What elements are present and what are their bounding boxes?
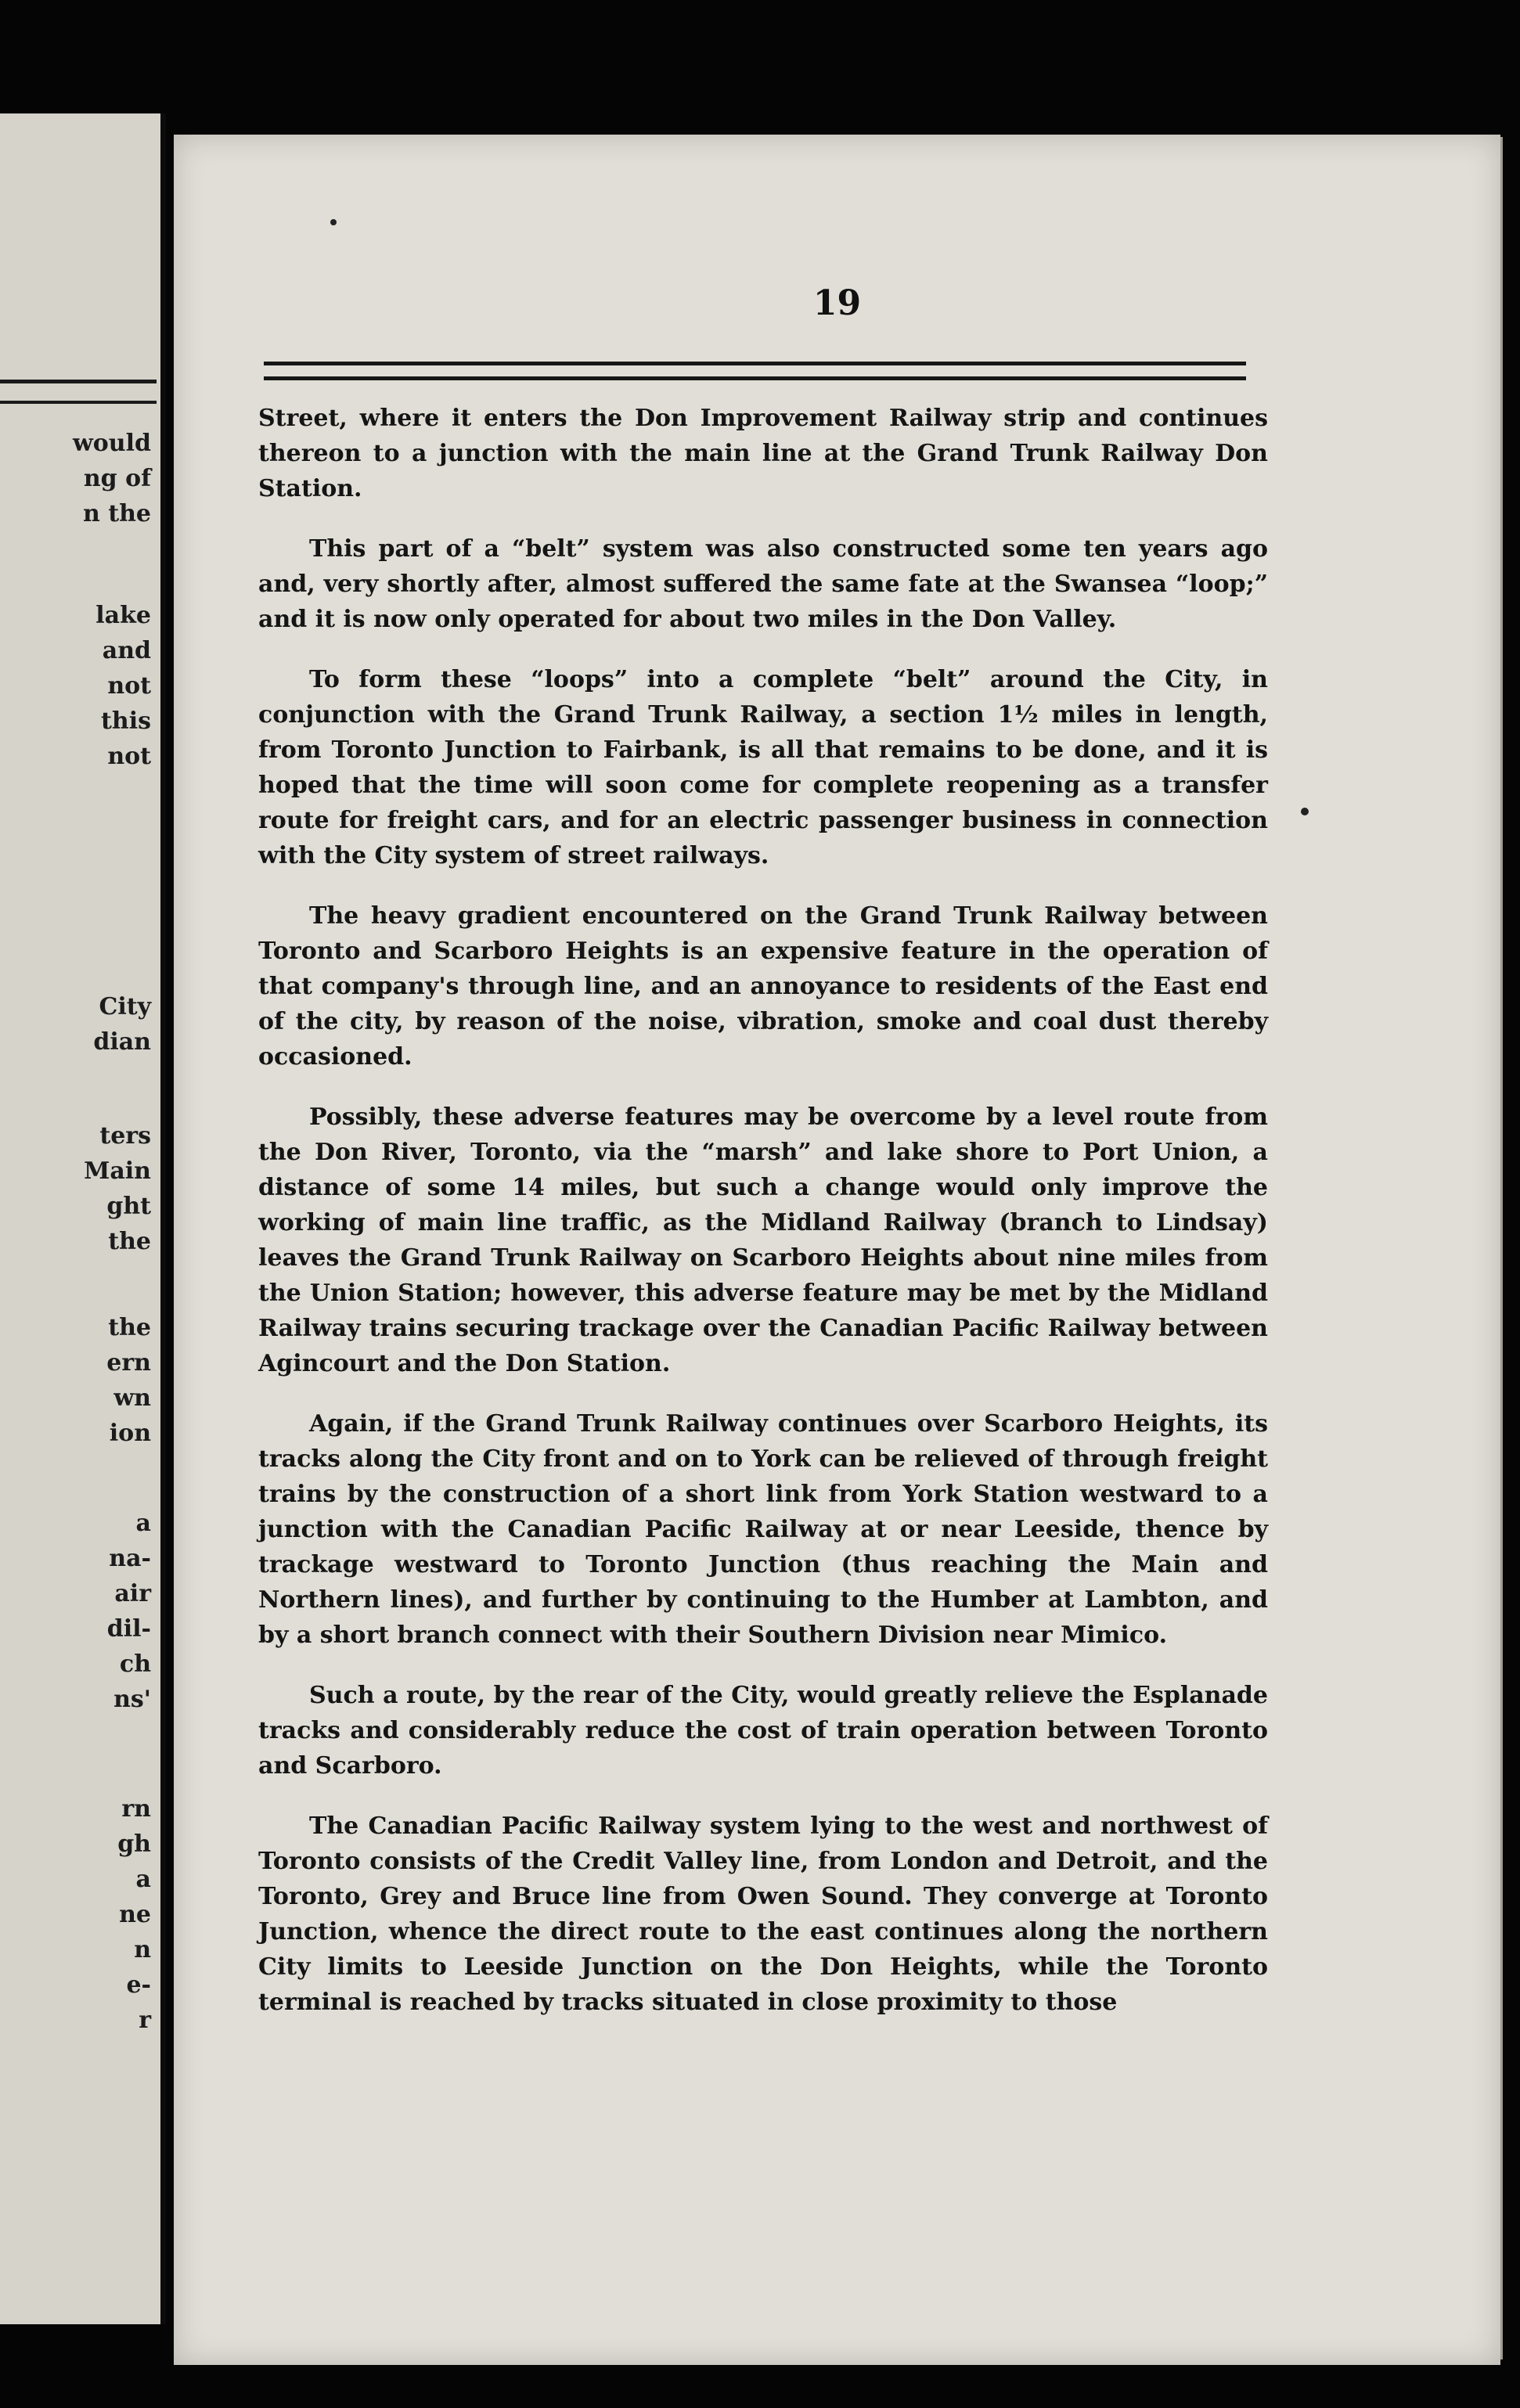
left-fragment: na- <box>109 1545 151 1572</box>
left-fragment: and <box>102 637 151 664</box>
paragraph: To form these “loops” into a complete “belt” around the City, in conjunction with the Grand Trunk Railway, a section 1½ miles in length, from Toronto Junction to Fairbank, is all that remains to be done, and it is hoped that the time will soon come for complete reopening as a transfer route for freight cars, and for an electric passenger business in connection with the City system of street railways. <box>258 666 1268 869</box>
left-fragment: the <box>108 1314 151 1341</box>
left-fragment: would <box>72 430 151 457</box>
left-fragment: the <box>108 1228 151 1255</box>
scan-speck <box>330 219 337 225</box>
left-fragment: Main <box>84 1157 151 1185</box>
previous-page-fragment <box>0 113 166 2324</box>
paragraph: Possibly, these adverse features may be overcome by a level route from the Don River, Toronto, via the “marsh” and lake shore to Port Union, a distance of some 14 miles, but such a change would only improve the working of main line traffic, as the Midland Railway (branch to Lindsay) leaves the Grand Trunk Railway on Scarboro Heights about nine miles from the Union Station; however, this adverse feature may be met by the Midland Railway trains securing trackage over the Canadian Pacific Railway between Agincourt and the Don Station. <box>258 1103 1268 1377</box>
left-fragment: this <box>101 707 151 735</box>
left-fragment: ght <box>106 1193 151 1220</box>
left-fragment: ters <box>99 1122 151 1150</box>
left-fragment: lake <box>95 602 151 629</box>
scan-speck <box>1301 808 1309 815</box>
left-fragment: a <box>135 1866 151 1893</box>
left-fragment: r <box>139 2007 151 2034</box>
left-fragment: ern <box>106 1349 151 1377</box>
document-page <box>174 135 1500 2365</box>
body-text <box>258 401 1268 2045</box>
page-number: 19 <box>812 283 862 323</box>
left-fragment: City <box>99 993 151 1020</box>
left-fragment: ns' <box>113 1686 151 1713</box>
paragraph: Again, if the Grand Trunk Railway continues over Scarboro Heights, its tracks along the City front and on to York can be relieved of through freight trains by the construction of a short link from York Station westward to a junction with the Canadian Pacific Railway at or near Leeside, thence by trackage westward to Toronto Junction (thus reaching the Main and Northern lines), and further by continuing to the Humber at Lambton, and by a short branch connect with their Southern Division near Mimico. <box>258 1410 1268 1649</box>
left-fragment: dil- <box>106 1615 151 1643</box>
left-fragment: not <box>107 743 151 770</box>
left-fragment: a <box>135 1510 151 1537</box>
left-fragment: air <box>114 1580 151 1607</box>
left-fragment: wn <box>113 1384 151 1412</box>
left-fragment: not <box>107 672 151 700</box>
left-fragment: ch <box>119 1650 151 1678</box>
left-fragment: e- <box>126 1971 151 1999</box>
left-fragment: ion <box>109 1420 151 1447</box>
left-fragment: rn <box>121 1795 151 1823</box>
left-fragment: ne <box>119 1901 151 1928</box>
paragraph: Street, where it enters the Don Improvement Railway strip and continues thereon to a junction with the main line at the Grand Trunk Railway Don Station. <box>258 405 1268 502</box>
left-fragment: n <box>134 1936 151 1963</box>
left-fragment: dian <box>93 1028 151 1056</box>
previous-page-header-rule <box>0 380 157 404</box>
left-fragment: gh <box>117 1830 151 1858</box>
paragraph: The Canadian Pacific Railway system lying to the west and northwest of Toronto consists of the Credit Valley line, from London and Detroit, and the Toronto, Grey and Bruce line from Owen Sound. They converge at Toronto Junction, whence the direct route to the east continues along the northern City limits to Leeside Junction on the Don Heights, while the Toronto terminal is reached by tracks situated in close proximity to those <box>258 1812 1268 2016</box>
left-fragment: n the <box>82 500 151 527</box>
paragraph: Such a route, by the rear of the City, would greatly relieve the Esplanade tracks and considerably reduce the cost of train operation between Toronto and Scarboro. <box>258 1682 1268 1780</box>
header-double-rule <box>264 362 1246 380</box>
paragraph: The heavy gradient encountered on the Grand Trunk Railway between Toronto and Scarboro Heights is an expensive feature in the operation of that company's through line, and an annoyance to residents of the East end of the city, by reason of the noise, vibration, smoke and coal dust thereby occasioned. <box>258 902 1268 1071</box>
paragraph: This part of a “belt” system was also constructed some ten years ago and, very shortly after, almost suffered the same fate at the Swansea “loop;” and it is now only operated for about two miles in the Don Valley. <box>258 535 1268 633</box>
left-fragment: ng of <box>83 465 151 492</box>
